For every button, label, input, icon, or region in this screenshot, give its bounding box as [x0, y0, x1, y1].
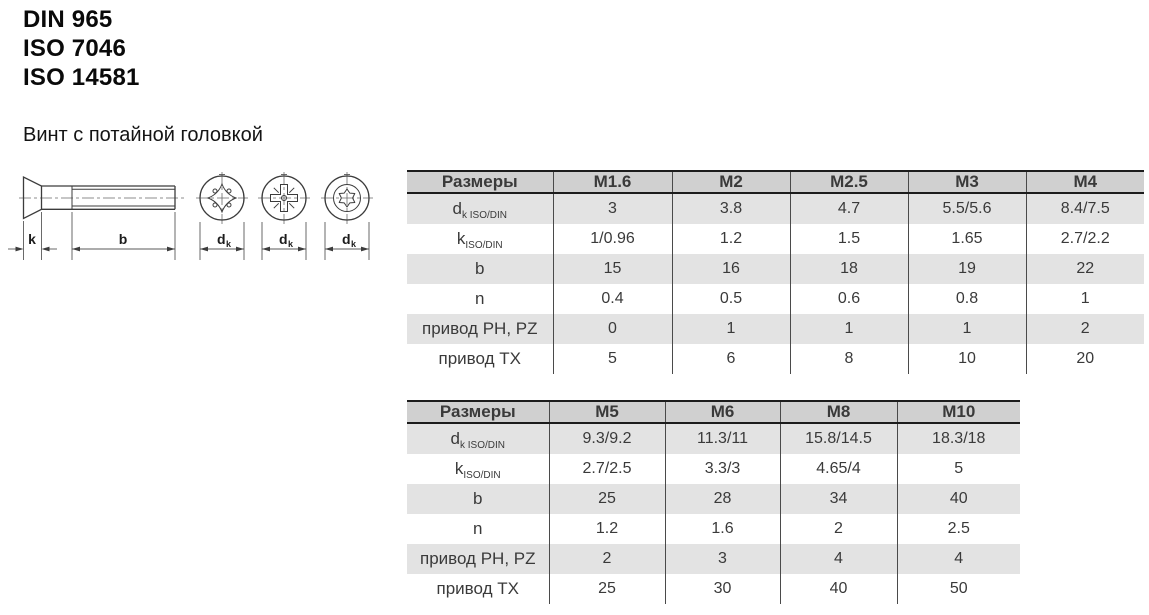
col-header-sizes: Размеры: [407, 401, 549, 423]
value-cell: 0: [553, 314, 672, 344]
dim-label-dk: d: [342, 231, 351, 247]
standards-block: [23, 5, 140, 92]
value-cell: 2.5: [897, 514, 1020, 544]
value-cell: 6: [672, 344, 790, 374]
row-label: привод TX: [436, 579, 519, 598]
value-cell: 19: [908, 254, 1026, 284]
col-header-size: M10: [897, 401, 1020, 423]
value-cell: 2: [549, 544, 665, 574]
value-cell: 16: [672, 254, 790, 284]
row-label: $d_{k ISO/DIN}$: [407, 193, 553, 224]
value-cell: 1.65: [908, 224, 1026, 254]
value-cell: 25: [549, 574, 665, 604]
value-cell: 3.8: [672, 193, 790, 224]
dim-label-dk: d: [279, 231, 288, 247]
table-row: [407, 344, 1144, 374]
value-cell: 5.5/5.6: [908, 193, 1026, 224]
row-label: n: [475, 289, 485, 308]
row-label: привод TX: [438, 349, 521, 368]
value-cell: 4.65/4: [780, 454, 897, 484]
col-header-size: M2.5: [790, 171, 908, 193]
value-cell: 40: [780, 574, 897, 604]
value-cell: 2: [1026, 314, 1144, 344]
value-cell: 1: [790, 314, 908, 344]
value-cell: 1: [908, 314, 1026, 344]
value-cell: 34: [780, 484, 897, 514]
row-label: $k_{ISO/DIN}$: [454, 459, 501, 482]
value-cell: 15.8/14.5: [780, 423, 897, 454]
dim-label-dk: d: [217, 231, 226, 247]
col-header-size: M5: [549, 401, 665, 423]
value-cell: 1.6: [665, 514, 780, 544]
phillips-head-view: [196, 172, 248, 260]
row-label: n: [473, 519, 483, 538]
table-row: [407, 514, 1020, 544]
value-cell: 18: [790, 254, 908, 284]
value-cell: 3: [553, 193, 672, 224]
svg-text:k: k: [288, 239, 294, 249]
value-cell: 25: [549, 484, 665, 514]
col-header-size: M4: [1026, 171, 1144, 193]
row-label: $d_{k ISO/DIN}$: [407, 423, 549, 454]
standard-iso-7046: ISO 7046: [23, 35, 127, 62]
table-row: [407, 224, 1144, 254]
table-row: [407, 454, 1020, 484]
col-header-size: M8: [780, 401, 897, 423]
value-cell: 18.3/18: [897, 423, 1020, 454]
pozidriv-head-view: [258, 172, 310, 260]
table-row: [407, 284, 1144, 314]
row-label: привод PH, PZ: [407, 314, 553, 344]
table-header-row: [407, 171, 1144, 193]
col-header-size: M3: [908, 171, 1026, 193]
table-row: [407, 544, 1020, 574]
value-cell: 20: [1026, 344, 1144, 374]
value-cell: 1.2: [672, 224, 790, 254]
value-cell: 1: [672, 314, 790, 344]
torx-head-view: [321, 172, 373, 260]
value-cell: 50: [897, 574, 1020, 604]
standard-din-965: DIN 965: [23, 6, 113, 33]
value-cell: 1/0.96: [553, 224, 672, 254]
value-cell: 1.2: [549, 514, 665, 544]
table-header-row: [407, 401, 1020, 423]
row-label: привод PH, PZ: [407, 544, 549, 574]
value-cell: 9.3/9.2: [549, 423, 665, 454]
table-row: [407, 254, 1144, 284]
screw-side-view: [8, 177, 184, 260]
row-label: b: [407, 254, 553, 284]
value-cell: 5: [897, 454, 1020, 484]
value-cell: 8: [790, 344, 908, 374]
svg-text:k: k: [226, 239, 232, 249]
value-cell: 0.6: [790, 284, 908, 314]
value-cell: 2.7/2.5: [549, 454, 665, 484]
value-cell: 15: [553, 254, 672, 284]
dimensions-table-m5-m10: [407, 400, 1020, 604]
dim-label-k: k: [28, 231, 36, 247]
value-cell: 30: [665, 574, 780, 604]
value-cell: 4: [897, 544, 1020, 574]
col-header-sizes: Размеры: [407, 171, 553, 193]
value-cell: 40: [897, 484, 1020, 514]
col-header-size: M2: [672, 171, 790, 193]
value-cell: 1: [1026, 284, 1144, 314]
value-cell: 4: [780, 544, 897, 574]
value-cell: 5: [553, 344, 672, 374]
value-cell: 3: [665, 544, 780, 574]
value-cell: 1.5: [790, 224, 908, 254]
value-cell: 4.7: [790, 193, 908, 224]
technical-drawing: [0, 160, 410, 290]
standard-iso-14581: ISO 14581: [23, 64, 140, 91]
value-cell: 0.8: [908, 284, 1026, 314]
table-row: [407, 423, 1020, 454]
product-title: Винт с потайной головкой: [23, 124, 263, 146]
value-cell: 2.7/2.2: [1026, 224, 1144, 254]
table-row: [407, 484, 1020, 514]
table-row: [407, 574, 1020, 604]
value-cell: 8.4/7.5: [1026, 193, 1144, 224]
value-cell: 2: [780, 514, 897, 544]
col-header-size: M1.6: [553, 171, 672, 193]
col-header-size: M6: [665, 401, 780, 423]
value-cell: 10: [908, 344, 1026, 374]
dimensions-table-m1_6-m4: [407, 170, 1144, 374]
value-cell: 11.3/11: [665, 423, 780, 454]
value-cell: 28: [665, 484, 780, 514]
row-label: b: [407, 484, 549, 514]
table-row: [407, 314, 1144, 344]
svg-text:k: k: [351, 239, 357, 249]
row-label: $k_{ISO/DIN}$: [456, 229, 503, 252]
value-cell: 0.5: [672, 284, 790, 314]
table-row: [407, 193, 1144, 224]
value-cell: 3.3/3: [665, 454, 780, 484]
value-cell: 22: [1026, 254, 1144, 284]
value-cell: 0.4: [553, 284, 672, 314]
dim-label-b: b: [118, 231, 128, 247]
